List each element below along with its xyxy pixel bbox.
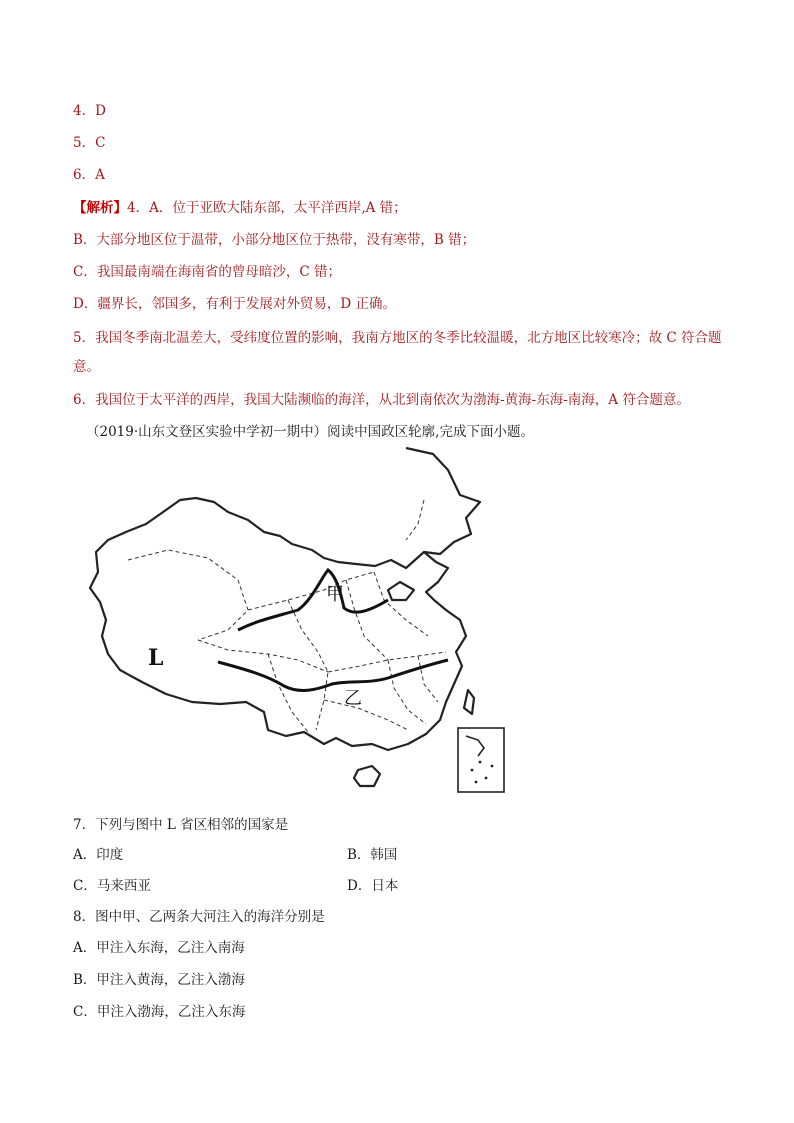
analysis-tag: 【解析】 xyxy=(73,200,127,216)
china-map-outline xyxy=(88,440,538,805)
analysis-q4-b: B．大部分地区位于温带，小部分地区位于热带，没有寒带，B 错； xyxy=(73,232,476,248)
answer-4: 4．D xyxy=(73,103,106,119)
answer-5: 5．C xyxy=(73,135,106,151)
analysis-q6: 6．我国位于太平洋的西岸，我国大陆濒临的海洋，从北到南依次为渤海-黄海-东海-南海，A 符合题意。 xyxy=(73,392,690,408)
q8-stem: 8．图中甲、乙两条大河注入的海洋分别是 xyxy=(73,909,325,925)
q7-option-a: A．印度 xyxy=(73,847,124,863)
map-label-yi: 乙 xyxy=(344,688,362,709)
q7-option-d: D．日本 xyxy=(347,878,399,894)
q8-option-c: C．甲注入渤海，乙注入东海 xyxy=(73,1004,246,1020)
china-map xyxy=(88,440,538,805)
map-label-l: L xyxy=(148,645,164,671)
analysis-q5: 5．我国冬季南北温差大，受纬度位置的影响，我南方地区的冬季比较温暖，北方地区比较寒冷；故 C 符合题意。 xyxy=(73,330,722,375)
q8-option-a: A．甲注入东海，乙注入南海 xyxy=(73,940,245,956)
analysis-q4-intro-text: 4．A．位于亚欧大陆东部，太平洋西岸,A 错； xyxy=(127,200,407,216)
source-line: （2019·山东文登区实验中学初一期中）阅读中国政区轮廓,完成下面小题。 xyxy=(86,424,534,440)
q7-stem: 7．下列与图中 L 省区相邻的国家是 xyxy=(73,817,289,833)
q7-option-c: C．马来西亚 xyxy=(73,878,151,894)
q8-option-b: B．甲注入黄海，乙注入渤海 xyxy=(73,972,245,988)
map-label-jia: 甲 xyxy=(326,584,344,605)
analysis-q4-d: D．疆界长，邻国多，有利于发展对外贸易，D 正确。 xyxy=(73,296,396,312)
analysis-q4-c: C．我国最南端在海南省的曾母暗沙，C 错； xyxy=(73,264,341,280)
q7-option-b: B．韩国 xyxy=(347,847,398,863)
analysis-q4-intro xyxy=(73,198,407,218)
answer-6: 6．A xyxy=(73,167,105,183)
